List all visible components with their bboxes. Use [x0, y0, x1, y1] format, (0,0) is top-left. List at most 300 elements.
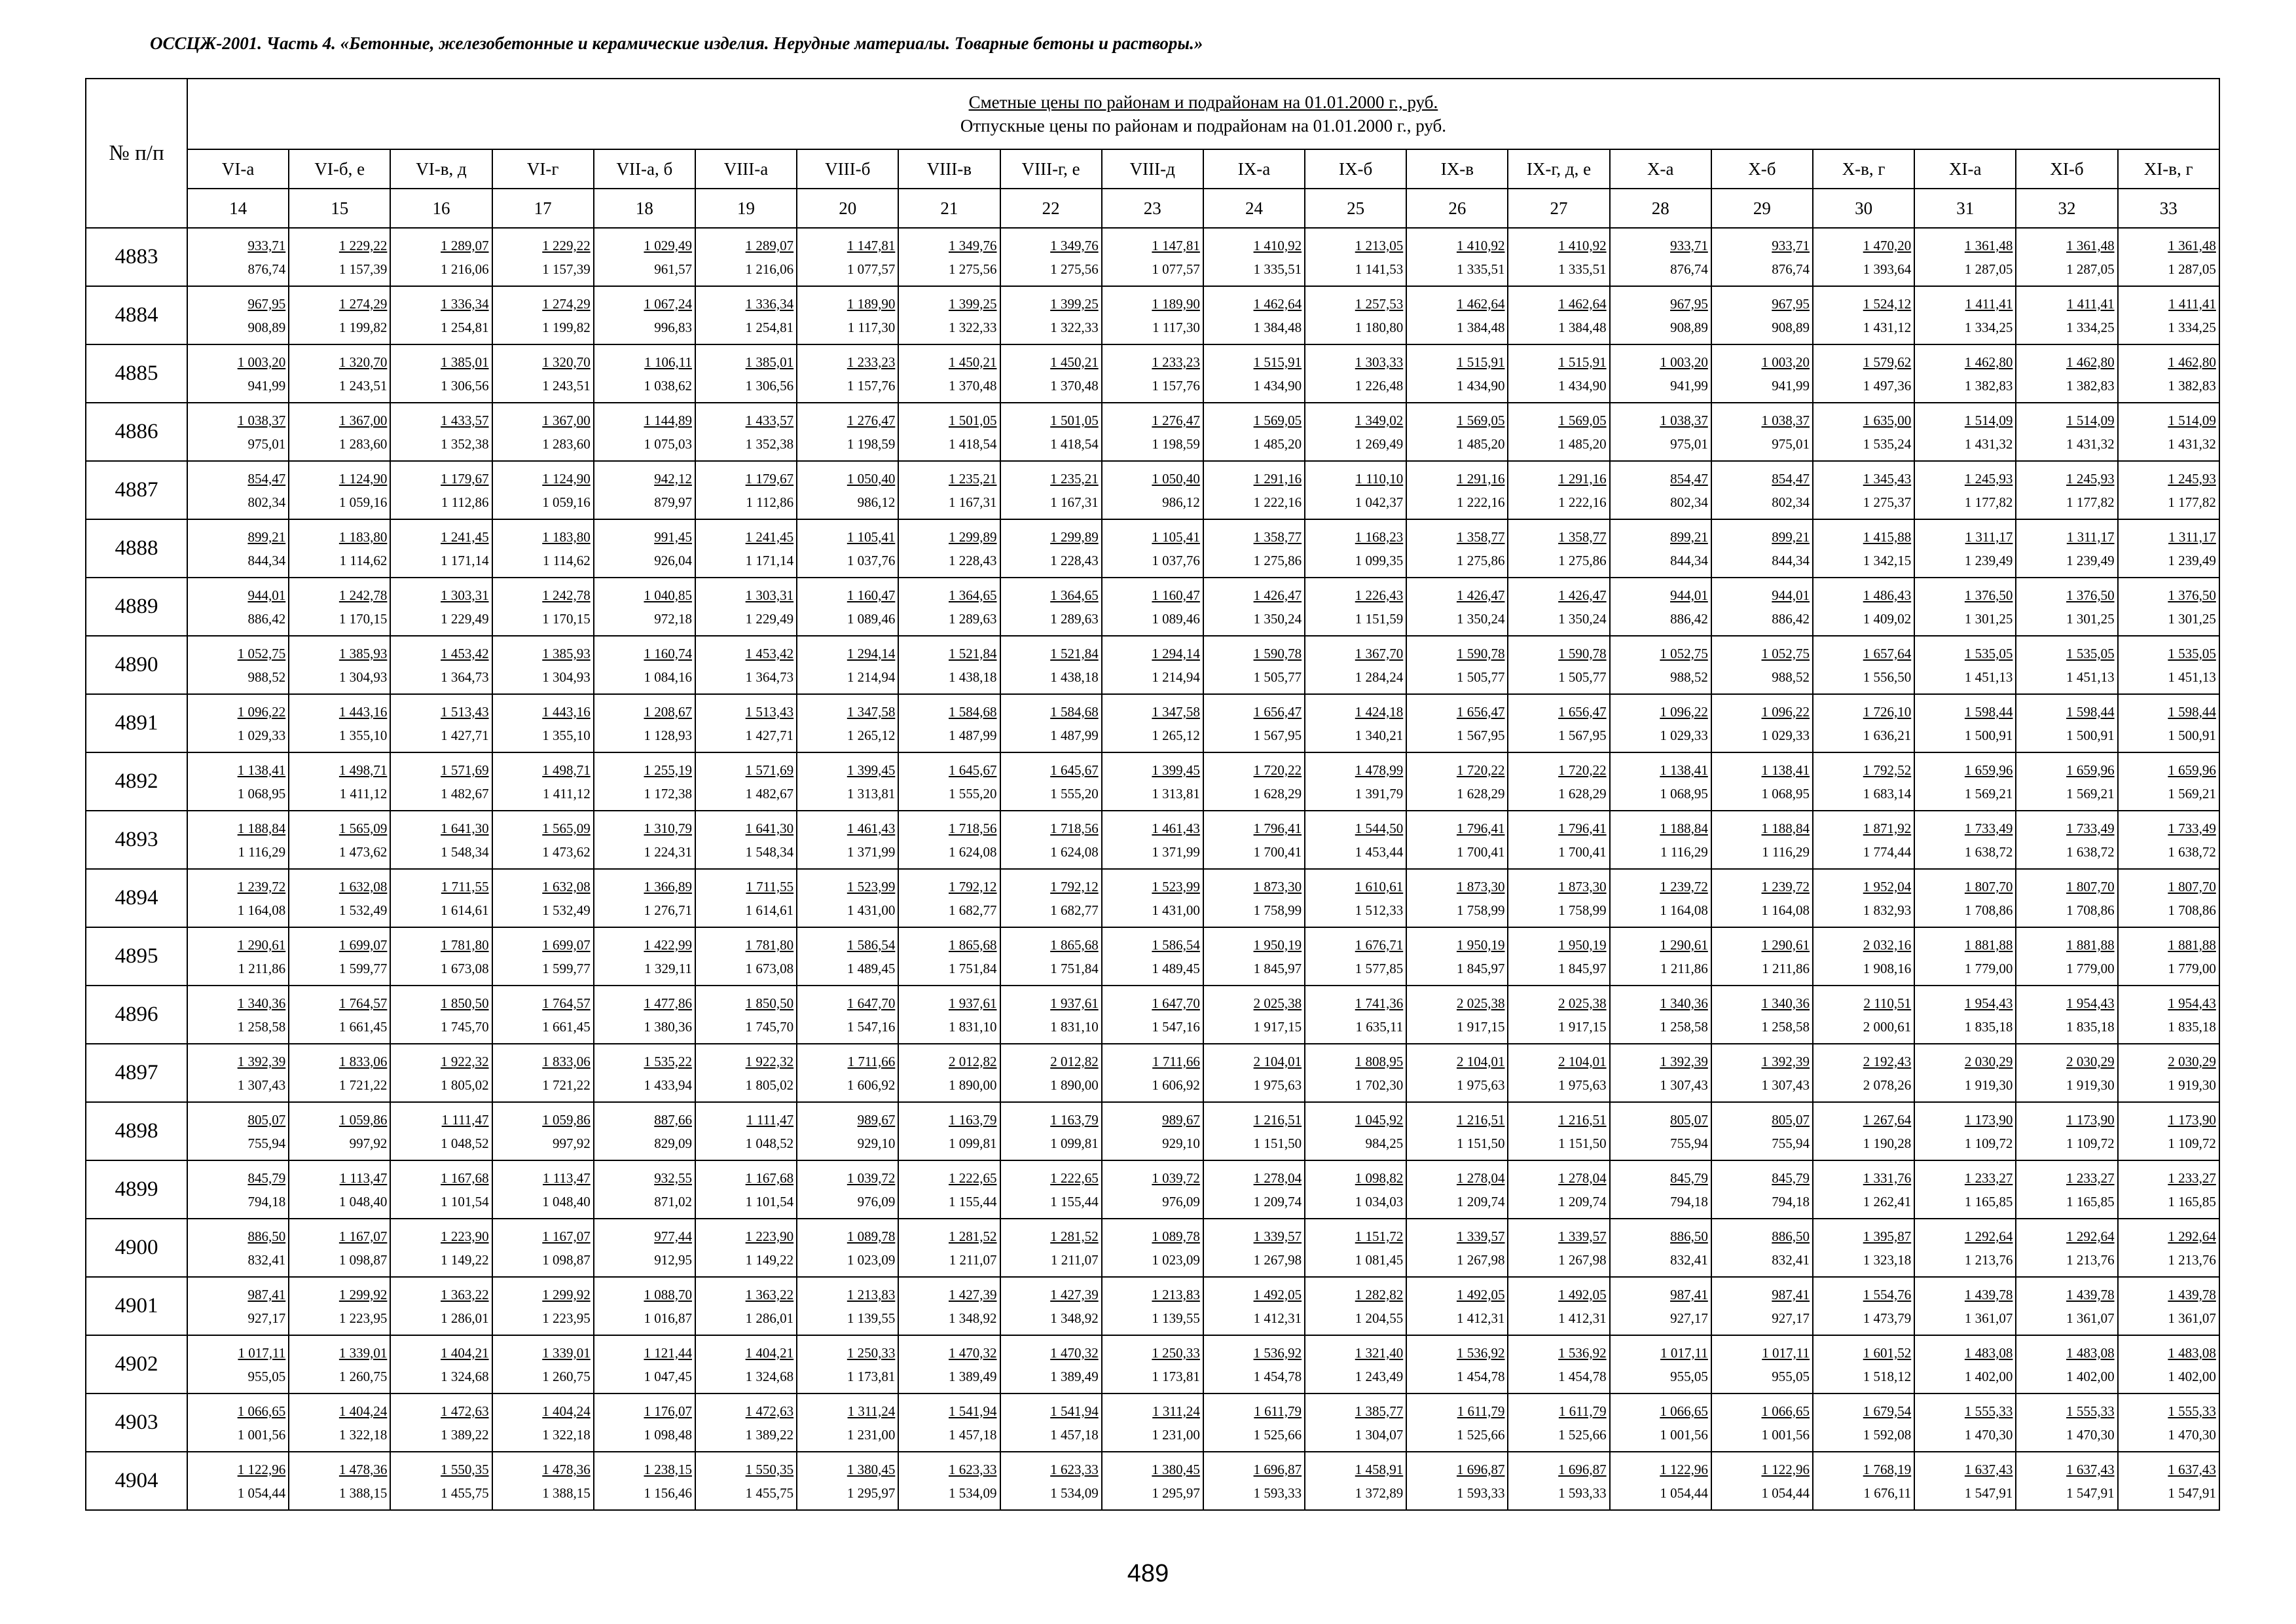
release-price: 2 000,61: [1863, 1018, 1912, 1035]
price-cell: [594, 578, 695, 636]
price-cell: [898, 1044, 1000, 1102]
estimate-price: 805,07: [247, 1111, 286, 1128]
estimate-price: 1 188,84: [1761, 820, 1810, 836]
price-cell: [1305, 752, 1406, 811]
estimate-price: 1 807,70: [2168, 878, 2216, 895]
release-price: 927,17: [1772, 1310, 1810, 1326]
estimate-price: 1 242,78: [338, 587, 388, 603]
release-price: 1 348,92: [1050, 1310, 1099, 1326]
price-cell: [289, 1044, 390, 1102]
release-price: 1 155,44: [1050, 1193, 1099, 1209]
price-cell: [2016, 344, 2117, 403]
price-cell: [594, 1335, 695, 1393]
estimate-price: 1 067,24: [644, 295, 692, 312]
price-cell: [1406, 869, 1508, 927]
price-cell: [594, 1160, 695, 1219]
release-price: 1 258,58: [1660, 1018, 1708, 1035]
estimate-price: 1 514,09: [2066, 412, 2115, 428]
release-price: 1 213,76: [1964, 1251, 2013, 1268]
release-price: 1 001,56: [1761, 1426, 1810, 1443]
release-price: 1 038,62: [644, 377, 692, 394]
price-cell: [1508, 1393, 1609, 1452]
estimate-price: 1 059,86: [542, 1111, 591, 1128]
price-cell: [1508, 1335, 1609, 1393]
estimate-price: 1 399,25: [1050, 295, 1099, 312]
price-cell: [797, 986, 898, 1044]
estimate-price: 854,47: [1772, 470, 1810, 487]
release-price: 1 485,20: [1558, 435, 1607, 452]
price-cell: [1102, 636, 1203, 694]
price-cell: [1000, 986, 1102, 1044]
release-price: 871,02: [654, 1193, 692, 1209]
estimate-price: 989,67: [1162, 1111, 1200, 1128]
price-cell: [797, 636, 898, 694]
estimate-price: 1 410,92: [1253, 237, 1302, 253]
release-price: 1 109,72: [1964, 1135, 2013, 1151]
release-price: 1 835,18: [1964, 1018, 2013, 1035]
release-price: 1 295,97: [1152, 1485, 1200, 1501]
price-cell: [1711, 403, 1813, 461]
price-cell: [1508, 286, 1609, 344]
price-cell: [1305, 461, 1406, 519]
price-cell: [390, 811, 492, 869]
price-cell: [492, 1044, 594, 1102]
estimate-price: 1 339,57: [1456, 1228, 1505, 1244]
release-price: 1 334,25: [2168, 319, 2216, 335]
release-price: 1 370,48: [1050, 377, 1099, 394]
price-cell: [594, 1277, 695, 1335]
price-cell: [898, 1102, 1000, 1160]
release-price: 1 098,87: [338, 1251, 388, 1268]
estimate-price: 1 222,65: [1050, 1170, 1099, 1186]
estimate-price: 1 281,52: [949, 1228, 997, 1244]
release-price: 1 286,01: [745, 1310, 794, 1326]
release-price: 1 628,29: [1253, 785, 1302, 802]
release-price: 1 099,81: [949, 1135, 997, 1151]
price-cell: [1610, 228, 1711, 286]
release-price: 1 334,25: [2066, 319, 2115, 335]
estimate-price: 1 124,90: [542, 470, 591, 487]
column-number: 18: [594, 189, 695, 228]
price-cell: [1305, 869, 1406, 927]
row-number: 4896: [86, 986, 187, 1044]
price-cell: [797, 461, 898, 519]
release-price: 832,41: [1670, 1251, 1708, 1268]
price-cell: [492, 1393, 594, 1452]
price-cell: [1813, 986, 1914, 1044]
price-cell: [1610, 344, 1711, 403]
price-cell: [1000, 1277, 1102, 1335]
release-price: 1 211,86: [1660, 960, 1708, 976]
release-price: 1 614,61: [441, 902, 489, 918]
release-price: 1 275,86: [1456, 552, 1505, 568]
estimate-price: 1 111,47: [441, 1111, 489, 1128]
estimate-price: 1 303,31: [441, 587, 489, 603]
release-price: 1 451,13: [2168, 669, 2216, 685]
estimate-price: 1 223,90: [441, 1228, 489, 1244]
price-cell: [1813, 694, 1914, 752]
estimate-price: 1 385,77: [1355, 1403, 1404, 1419]
estimate-price: 1 245,93: [2066, 470, 2115, 487]
release-price: 1 534,09: [949, 1485, 997, 1501]
price-cell: [2118, 1335, 2219, 1393]
release-price: 1 340,21: [1355, 727, 1404, 743]
estimate-price: 1 380,45: [847, 1461, 896, 1477]
release-price: 1 165,85: [2066, 1193, 2115, 1209]
price-cell: [187, 694, 289, 752]
price-cell: [1203, 869, 1305, 927]
release-price: 1 361,07: [1964, 1310, 2013, 1326]
estimate-price: 1 514,09: [1964, 412, 2013, 428]
price-cell: [898, 1393, 1000, 1452]
price-cell: [1610, 1393, 1711, 1452]
column-number: 19: [695, 189, 797, 228]
estimate-price: 1 363,22: [441, 1286, 489, 1302]
estimate-price: 1 299,92: [542, 1286, 591, 1302]
price-cell: [1610, 869, 1711, 927]
price-cell: [1406, 811, 1508, 869]
estimate-price: 1 720,22: [1253, 762, 1302, 778]
price-cell: [1813, 752, 1914, 811]
release-price: 1 322,18: [338, 1426, 388, 1443]
estimate-price: 967,95: [1772, 295, 1810, 312]
price-cell: [1711, 461, 1813, 519]
release-price: 1 482,67: [745, 785, 794, 802]
release-price: 1 023,09: [1152, 1251, 1200, 1268]
price-cell: [1813, 1335, 1914, 1393]
release-price: 1 845,97: [1253, 960, 1302, 976]
estimate-price: 1 124,90: [338, 470, 388, 487]
estimate-price: 1 385,01: [745, 354, 794, 370]
price-cell: [492, 461, 594, 519]
release-price: 1 042,37: [1355, 494, 1404, 510]
release-price: 1 431,32: [1964, 435, 2013, 452]
release-price: 1 173,81: [1152, 1368, 1200, 1384]
release-price: 1 164,08: [1761, 902, 1810, 918]
release-price: 955,05: [247, 1368, 286, 1384]
estimate-price: 1 513,43: [745, 703, 794, 720]
estimate-price: 899,21: [1772, 528, 1810, 545]
district-header: VI-г: [492, 149, 594, 189]
district-header: VIII-а: [695, 149, 797, 189]
release-price: 1 556,50: [1863, 669, 1912, 685]
release-price: 832,41: [247, 1251, 286, 1268]
estimate-price: 1 160,47: [1152, 587, 1200, 603]
estimate-price: 1 138,41: [237, 762, 286, 778]
release-price: 1 751,84: [1050, 960, 1099, 976]
estimate-price: 1 310,79: [644, 820, 692, 836]
estimate-price: 1 478,99: [1355, 762, 1404, 778]
estimate-price: 1 696,87: [1456, 1461, 1505, 1477]
price-cell: [2016, 1102, 2117, 1160]
estimate-price: 1 358,77: [1456, 528, 1505, 545]
price-cell: [1508, 694, 1609, 752]
table-row: [86, 578, 2219, 636]
release-price: 1 451,13: [1964, 669, 2013, 685]
estimate-price: 805,07: [1772, 1111, 1810, 1128]
estimate-price: 1 294,14: [1152, 645, 1200, 661]
release-price: 976,09: [857, 1193, 896, 1209]
estimate-price: 1 536,92: [1253, 1344, 1302, 1361]
estimate-price: 1 385,01: [441, 354, 489, 370]
release-price: 908,89: [247, 319, 286, 335]
price-cell: [390, 869, 492, 927]
estimate-price: 1 392,39: [1660, 1053, 1708, 1069]
estimate-price: 1 881,88: [2168, 936, 2216, 953]
estimate-price: 1 167,68: [745, 1170, 794, 1186]
release-price: 1 117,30: [847, 319, 896, 335]
release-price: 1 199,82: [542, 319, 591, 335]
estimate-price: 886,50: [1772, 1228, 1810, 1244]
release-price: 1 048,52: [441, 1135, 489, 1151]
release-price: 1 409,02: [1863, 610, 1912, 627]
district-header: VIII-б: [797, 149, 898, 189]
estimate-price: 1 492,05: [1558, 1286, 1607, 1302]
release-price: 1 438,18: [1050, 669, 1099, 685]
release-price: 1 457,18: [1050, 1426, 1099, 1443]
release-price: 1 500,91: [2168, 727, 2216, 743]
release-price: 1 624,08: [1050, 843, 1099, 860]
release-price: 1 683,14: [1863, 785, 1912, 802]
price-cell: [1813, 811, 1914, 869]
release-price: 1 805,02: [745, 1077, 794, 1093]
price-cell: [2118, 694, 2219, 752]
price-cell: [390, 403, 492, 461]
row-number: 4888: [86, 519, 187, 578]
price-cell: [1813, 636, 1914, 694]
district-header: IX-б: [1305, 149, 1406, 189]
estimate-price: 1 833,06: [542, 1053, 591, 1069]
estimate-price: 1 426,47: [1253, 587, 1302, 603]
price-cell: [1711, 869, 1813, 927]
estimate-price: 1 189,90: [847, 295, 896, 312]
price-cell: [2118, 1393, 2219, 1452]
estimate-price: 1 711,66: [1152, 1053, 1200, 1069]
column-number: 28: [1610, 189, 1711, 228]
price-cell: [1610, 752, 1711, 811]
release-price: 1 304,07: [1355, 1426, 1404, 1443]
price-cell: [594, 694, 695, 752]
price-cell: [1102, 1452, 1203, 1510]
release-price: 1 231,00: [1152, 1426, 1200, 1443]
estimate-price: 944,01: [1670, 587, 1708, 603]
estimate-price: 1 565,09: [338, 820, 388, 836]
price-cell: [898, 1160, 1000, 1219]
release-price: 1 116,29: [1762, 843, 1810, 860]
estimate-price: 1 358,77: [1253, 528, 1302, 545]
release-price: 1 831,10: [1050, 1018, 1099, 1035]
release-price: 1 454,78: [1456, 1368, 1505, 1384]
price-cell: [1406, 1044, 1508, 1102]
row-number: 4900: [86, 1219, 187, 1277]
estimate-price: 1 233,27: [2168, 1170, 2216, 1186]
price-cell: [1711, 578, 1813, 636]
estimate-price: 1 399,45: [1152, 762, 1200, 778]
estimate-price: 1 535,22: [644, 1053, 692, 1069]
price-cell: [898, 986, 1000, 1044]
price-cell: [1406, 403, 1508, 461]
estimate-price: 1 764,57: [338, 995, 388, 1011]
estimate-price: 1 213,05: [1355, 237, 1404, 253]
estimate-price: 1 659,96: [1964, 762, 2013, 778]
estimate-price: 899,21: [1670, 528, 1708, 545]
estimate-price: 1 160,47: [847, 587, 896, 603]
release-price: 1 216,06: [441, 261, 489, 277]
estimate-price: 1 443,16: [338, 703, 388, 720]
estimate-price: 1 239,72: [237, 878, 286, 895]
release-price: 941,99: [1772, 377, 1810, 394]
release-price: 1 307,43: [237, 1077, 286, 1093]
price-cell: [2016, 636, 2117, 694]
release-price: 1 470,30: [1964, 1426, 2013, 1443]
price-cell: [2016, 811, 2117, 869]
price-cell: [1000, 1335, 1102, 1393]
release-price: 1 402,00: [2066, 1368, 2115, 1384]
price-cell: [1102, 1393, 1203, 1452]
release-price: 1 412,31: [1558, 1310, 1607, 1326]
release-price: 1 216,06: [745, 261, 794, 277]
price-cell: [1305, 694, 1406, 752]
release-price: 1 673,08: [745, 960, 794, 976]
estimate-price: 1 954,43: [2066, 995, 2115, 1011]
price-cell: [1305, 403, 1406, 461]
estimate-price: 1 303,33: [1355, 354, 1404, 370]
estimate-price: 845,79: [1772, 1170, 1810, 1186]
estimate-price: 1 294,14: [847, 645, 896, 661]
price-cell: [1102, 1044, 1203, 1102]
release-price: 1 805,02: [441, 1077, 489, 1093]
price-cell: [1000, 228, 1102, 286]
price-cell: [1914, 1393, 2016, 1452]
estimate-price: 1 571,69: [745, 762, 794, 778]
price-cell: [797, 1335, 898, 1393]
price-cell: [1102, 986, 1203, 1044]
price-cell: [1305, 811, 1406, 869]
price-cell: [289, 1102, 390, 1160]
release-price: 1 029,33: [1660, 727, 1708, 743]
estimate-price: 1 336,34: [441, 295, 489, 312]
price-cell: [695, 286, 797, 344]
price-cell: [1813, 1102, 1914, 1160]
release-price: 1 411,12: [339, 785, 388, 802]
estimate-price: 1 952,04: [1863, 878, 1912, 895]
release-price: 1 213,76: [2168, 1251, 2216, 1268]
row-number: 4890: [86, 636, 187, 694]
release-price: 1 059,16: [542, 494, 591, 510]
release-price: 1 068,95: [237, 785, 286, 802]
estimate-price: 805,07: [1670, 1111, 1708, 1128]
price-cell: [594, 403, 695, 461]
price-cell: [2118, 986, 2219, 1044]
estimate-price: 2 110,51: [1863, 995, 1912, 1011]
release-price: 1 284,24: [1355, 669, 1404, 685]
price-cell: [1203, 1335, 1305, 1393]
price-cell: [695, 1160, 797, 1219]
release-price: 1 211,07: [949, 1251, 997, 1268]
price-cell: [1508, 1160, 1609, 1219]
release-price: 1 267,98: [1456, 1251, 1505, 1268]
release-price: 1 384,48: [1253, 319, 1302, 335]
estimate-price: 1 340,36: [1660, 995, 1708, 1011]
price-cell: [898, 636, 1000, 694]
price-cell: [2016, 1335, 2117, 1393]
price-cell: [594, 811, 695, 869]
price-cell: [1813, 1219, 1914, 1277]
estimate-price: 1 647,70: [1152, 995, 1200, 1011]
release-price: 1 975,63: [1253, 1077, 1302, 1093]
estimate-price: 1 255,19: [644, 762, 692, 778]
price-cell: [797, 694, 898, 752]
price-cell: [1610, 927, 1711, 986]
estimate-price: 2 030,29: [2168, 1053, 2216, 1069]
estimate-price: 1 483,08: [2168, 1344, 2216, 1361]
release-price: 1 779,00: [2066, 960, 2115, 976]
column-number: 33: [2118, 189, 2219, 228]
estimate-price: 1 536,92: [1558, 1344, 1607, 1361]
estimate-price: 1 320,70: [338, 354, 388, 370]
estimate-price: 1 216,51: [1253, 1111, 1302, 1128]
release-price: 1 323,18: [1863, 1251, 1912, 1268]
price-cell: [1000, 578, 1102, 636]
release-price: 1 593,33: [1253, 1485, 1302, 1501]
estimate-price: 1 311,24: [847, 1403, 896, 1419]
release-price: 1 454,78: [1558, 1368, 1607, 1384]
price-cell: [1102, 403, 1203, 461]
release-price: 829,09: [654, 1135, 692, 1151]
price-cell: [797, 1277, 898, 1335]
release-price: 1 177,82: [1964, 494, 2013, 510]
price-cell: [1914, 461, 2016, 519]
price-cell: [390, 1277, 492, 1335]
release-price: 1 222,16: [1456, 494, 1505, 510]
price-cell: [1305, 927, 1406, 986]
price-cell: [2016, 1393, 2117, 1452]
estimate-price: 1 299,89: [949, 528, 997, 545]
estimate-price: 1 720,22: [1558, 762, 1607, 778]
release-price: 1 304,93: [338, 669, 388, 685]
estimate-price: 1 415,88: [1863, 528, 1912, 545]
release-price: 1 682,77: [1050, 902, 1099, 918]
price-cell: [1610, 694, 1711, 752]
estimate-price: 1 492,05: [1456, 1286, 1505, 1302]
price-cell: [1305, 1393, 1406, 1452]
price-cell: [1610, 1335, 1711, 1393]
price-cell: [898, 578, 1000, 636]
estimate-price: 1 676,71: [1355, 936, 1404, 953]
estimate-price: 1 303,31: [745, 587, 794, 603]
estimate-price: 1 216,51: [1456, 1111, 1505, 1128]
price-cell: [492, 1219, 594, 1277]
price-cell: [2118, 927, 2219, 986]
release-price: 1 569,21: [2168, 785, 2216, 802]
price-cell: [390, 1335, 492, 1393]
release-price: 1 213,76: [2066, 1251, 2115, 1268]
price-cell: [797, 1160, 898, 1219]
release-price: 1 745,70: [745, 1018, 794, 1035]
estimate-price: 1 571,69: [441, 762, 489, 778]
price-cell: [1000, 286, 1102, 344]
price-cell: [1305, 578, 1406, 636]
release-price: 1 287,05: [2066, 261, 2115, 277]
release-price: 1 151,50: [1456, 1135, 1505, 1151]
estimate-price: 1 290,61: [237, 936, 286, 953]
release-price: 1 547,16: [1152, 1018, 1200, 1035]
estimate-price: 1 515,91: [1456, 354, 1505, 370]
estimate-price: 1 720,22: [1456, 762, 1505, 778]
district-header: X-в, г: [1813, 149, 1914, 189]
release-price: 794,18: [1772, 1193, 1810, 1209]
estimate-price: 1 461,43: [847, 820, 896, 836]
